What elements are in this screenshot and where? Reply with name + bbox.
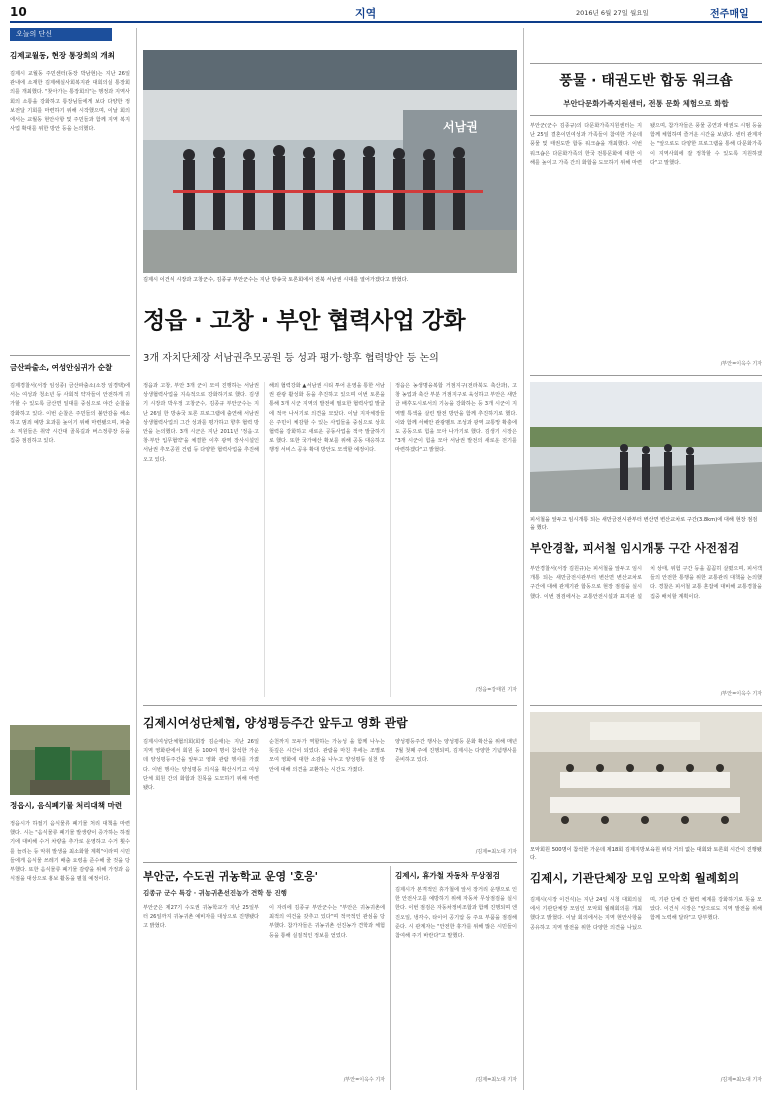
paper-name: 전주매일 — [710, 9, 749, 20]
main-byline: /정읍=강태원 기자 — [475, 687, 517, 693]
brief1 — [10, 50, 130, 340]
right3-photo-caption: 모악회원 500명이 참석한 가운데 제18회 김제지방보육원 위탁 거의 없는 대회와 토론회 시간이 진행됐다. — [530, 847, 762, 861]
right3-body: 김제시(시장 이건식)는 지난 24일 시청 대회의실에서 기관단체장 모임인 모악회 월례회의를 개최했다고 밝혔다. 이날 회의에서는 지역 현안사항을 공유하고 지역 발전을 위한 다양한 의견을 나눴으며, 기관 단체 간 협력 체계를 강화하기로 뜻을 모았다. 이건식 시장은 "앞으로도 지역 발전을 위해 함께 노력해 달라"고 당부했다. — [530, 897, 762, 931]
middle-body2: 순천까지 모두가 역할하는 가능성 을 함께 나누는 뜻깊은 시간이 되었다. 관람을 마친 후에는 조별로 모여 영화에 대한 소감을 나누고 양성평등 실천 방안에 대해 의견을 교환하는 시간도 가졌다. — [269, 739, 385, 773]
right3-title: 김제시, 기관단체장 모임 모악회 월례회의 — [530, 871, 740, 885]
right2-body: 부안경찰서(서장 김원규)는 피서철을 앞두고 임시개통 되는 새만금전시관부터 변산면 변산교차로 구간에 대해 관계기관 합동으로 현장 점검을 실시했다. 이번 점검에서는 교통안전시설과 표지판 설치 상태, 위험 구간 등을 꼼꼼히 살폈으며, 피서객들의 안전한 통행을 위한 교통관리 대책을 논의했다. 경찰은 피서철 교통 혼잡에 대비해 교통경찰을 집중 배치할 계획이다. — [530, 566, 762, 600]
right1-byline: /부안=이옥수 기자 — [720, 361, 762, 367]
column-label: 오늘의 단신 — [10, 28, 112, 41]
page-header — [10, 4, 762, 20]
brief3 — [10, 800, 130, 1090]
bottom-left-title: 부안군, 수도권 귀농학교 운영 '호응' — [143, 870, 318, 883]
main-subhead: 3개 자치단체장 서남권추모공원 등 성과 평가·향후 협력방안 등 논의 — [143, 353, 439, 364]
brief2 — [10, 362, 130, 722]
main-photo-caption: 김제시 이건식 시장과 고창군수, 김종규 부안군수는 지난 방송국 토론회에서 전북 서남권 시대를 열어가겠다고 밝혔다. — [143, 277, 409, 283]
brief3-photo — [10, 725, 130, 795]
issue-date: 2016년 6월 27일 월요일 — [576, 9, 649, 17]
brief2-body: 김제경찰서(서장 임성종) 금산파출소(소장 임경택)에서는 여성과 청소년 등 사회적 약자들이 안전하게 귀가할 수 있도록 금산면 일대를 중심으로 야간 순찰을 강화하고 있다. 이번 순찰은 주민들의 불안감을 해소하고 범죄 예방 효과를 높이기 위해 마련됐으며, 파출소 직원들은 취약 시간대 골목길과 버스정류장 등을 집중 점검하고 있다. — [10, 383, 130, 445]
bottom-left-body2: 이 자리에 김종규 부안군수는 "부안은 귀농귀촌에 최적의 여건을 갖추고 있다"며 적극적인 관심을 당부했다. 참가자들은 귀농귀촌 선진농가 견학과 체험 등을 통해 실질적인 정보를 얻었다. — [269, 905, 385, 939]
bottom-middle-byline: /김제=최노대 기자 — [475, 1077, 517, 1083]
ribbon-cutting-photo-icon — [143, 50, 517, 273]
header-rule — [10, 21, 762, 23]
main-headline: 정읍 · 고창 · 부안 협력사업 강화 — [143, 308, 466, 334]
right1-body: 부안군(군수 김종규)의 다문화가족지원센터는 지난 25일 결혼이민여성과 가족들이 참여한 가운데 풍물 및 태권도반 합동 워크숍을 개최했다. 이번 워크숍은 다문화가족의 한국 전통문화에 대한 이해를 높이고 가족 간의 화합을 도모하기 위해 마련됐으며, 참가자들은 풍물 공연과 태권도 시범 등을 함께 체험하며 즐거운 시간을 보냈다. 센터 관계자는 "앞으로도 다양한 프로그램을 통해 다문화가족이 지역사회에 잘 정착할 수 있도록 지원하겠다"고 말했다. — [530, 123, 762, 166]
main-col1: 정읍과 고창, 부안 3개 군이 모여 진행하는 서남권 상생협력사업을 지속적으로 강화하기로 했다. 김생기 시장과 박우정 고창군수, 김종규 부안군수는 지난 26일 한 방송국 토론 프로그램에 출연해 서남권 상생협력사업의 그간 성과를 평가하고 향후 협력 방안을 논의했다. 3개 시군은 지난 2011년 '정읍·고창·부안 입무협약'을 체결한 이후 광역 장사시설인 서남권 추모공원 건립 등 다양한 협력사업을 추진해 오고 있다. — [143, 383, 259, 463]
right2-title: 부안경찰, 피서철 임시개통 구간 사전점검 — [530, 541, 740, 555]
right1-subtitle: 부안다문화가족지원센터, 전통 문화 체험으로 화합 — [563, 99, 729, 108]
right2-photo — [530, 382, 762, 512]
meeting-room-photo-icon — [530, 712, 762, 842]
main-photo — [143, 50, 517, 273]
middle-title: 김제시여성단체협, 양성평등주간 앞두고 영화 관람 — [143, 716, 408, 730]
bottom-middle-body: 김제시가 본격적인 휴가철에 앞서 장거리 운행으로 인한 안전사고를 예방하기 위해 자동차 무상점검을 실시한다. 이번 점검은 자동차정비조합과 함께 진행되며 엔진오일, 냉각수, 타이어 공기압 등 주요 부품을 점검해 준다. 시 관계자는 "안전한 휴가를 위해 많은 시민들이 참여해 주기 바란다"고 말했다. — [395, 887, 517, 940]
right3-byline: /김제=최노대 기자 — [720, 1077, 762, 1083]
middle-body1: 김제시여성단체협의회(회장 김순애)는 지난 26일 지역 영화관에서 회원 등 100여 명이 참석한 가운데 양성평등주간을 앞두고 영화 관람 행사를 가졌다. 이번 행사는 양성평등 의식을 확산시키고 여성단체 회원 간의 화합과 친목을 도모하기 위해 마련됐다. — [143, 739, 259, 792]
brief2-title: 금산파출소, 여성안심귀가 순찰 — [10, 363, 113, 372]
main-col2: 해외 협력강화 ▲서남권 시티 투어 운영을 통한 서남권 관광 활성화 등을 추진하고 있으며 이번 토론을 통해 3개 시군 지역의 발전에 필요한 협력사업 발굴에 적극 나서기로 의견을 모았다. 이날 지자체장들은 주민이 체감할 수 있는 사업들을 중심으로 상호 협력을 강화하고 새로운 공동사업을 적극 발굴하기로 했다. 또한 국가예산 확보를 위해 공동 대응하고 행정 서비스 공유 확대 방안도 모색할 예정이다. — [269, 383, 385, 454]
brief3-body: 정읍시가 하절기 음식물류 폐기물 처리 대책을 마련했다. 시는 "음식물류 폐기물 발생량이 증가하는 하절기에 대비해 수거 차량을 추가로 운영하고 수거 횟수를 늘리는 등 악취 발생을 최소화할 계획"이라며 시민들에게 음식물 쓰레기 배출 요령을 준수해 줄 것을 당부했다. 또한 음식물류 폐기물 감량을 위해 가정과 음식점을 대상으로 홍보 활동을 펼칠 예정이다. — [10, 821, 130, 883]
middle-byline: /김제=최노대 기자 — [475, 849, 517, 855]
bottom-left-byline: /부안=이옥수 기자 — [343, 1077, 385, 1083]
brief3-title: 정읍시, 음식폐기물 처리대책 마련 — [10, 801, 123, 810]
waste-bin-photo-icon — [10, 725, 130, 795]
right2-byline: /부안=이옥수 기자 — [720, 691, 762, 697]
road-inspection-photo-icon — [530, 382, 762, 512]
brief1-title: 김제교월동, 현장 통장회의 개최 — [10, 51, 115, 60]
right2-photo-caption: 피서철을 앞두고 임시개통 되는 새만금전시관부터 변산면 변산교차로 구간(3.8km)에 대해 현장 점검을 했다. — [530, 517, 758, 531]
bottom-left-subtitle: 김종규 군수 특강 · 귀농귀촌선진농가 견학 등 진행 — [143, 889, 287, 897]
main-col3: 정읍은 농생명융복합 거점지구(전라북도 축산과), 고창 농업과 축산 부분 거점지구로 육성하고 부안은 새만금 배후도시로서의 기능을 강화하는 등 3개 시군이 지역별 특색을 살린 발전 방안을 함께 추진하기로 했다. 이와 함께 서해안 관광벨트 조성과 광역 교통망 확충에도 공동으로 힘을 모아 나가기로 했다. 김생기 시장은 "3개 시군이 힘을 모아 서남권 발전의 새로운 전기를 마련하겠다"고 밝혔다. — [395, 383, 517, 454]
photo-sign-text: 서남권 — [443, 120, 478, 134]
right3-photo — [530, 712, 762, 842]
bottom-left-body1: 부안군은 제27기 수도권 귀농학교가 지난 25일부터 26일까지 귀농귀촌 예비자를 대상으로 진행됐다고 밝혔다. — [143, 905, 259, 930]
section-title: 지역 — [355, 7, 377, 20]
page-number: 10 — [10, 5, 27, 19]
middle-body3: 양성평등주간 행사는 양성평등 문화 확산을 위해 매년 7월 첫째 주에 진행되며, 김제시는 다양한 기념행사를 준비하고 있다. — [395, 739, 517, 764]
right1-title: 풍물 · 태권도반 합동 워크숍 — [559, 73, 733, 89]
bottom-middle-title: 김제시, 휴가철 자동차 무상점검 — [395, 871, 500, 880]
brief1-body: 김제시 교월동 주민센터(동장 박남현)는 지난 26일 관내에 소재한 김제해실사회복지관 대회의실 통장회의를 개최했다. "찾아가는 통장회의"는 행정과 지역사회의 소통을 강화하고 통장님들에게 보다 다양한 정보전달 기회를 마련하기 위해 시작했으며, 이날 회의에서는 교월동 현안사항 및 주민들과 함께 지역 복지사업 확대를 위한 방안 등을 논의했다. — [10, 71, 130, 133]
